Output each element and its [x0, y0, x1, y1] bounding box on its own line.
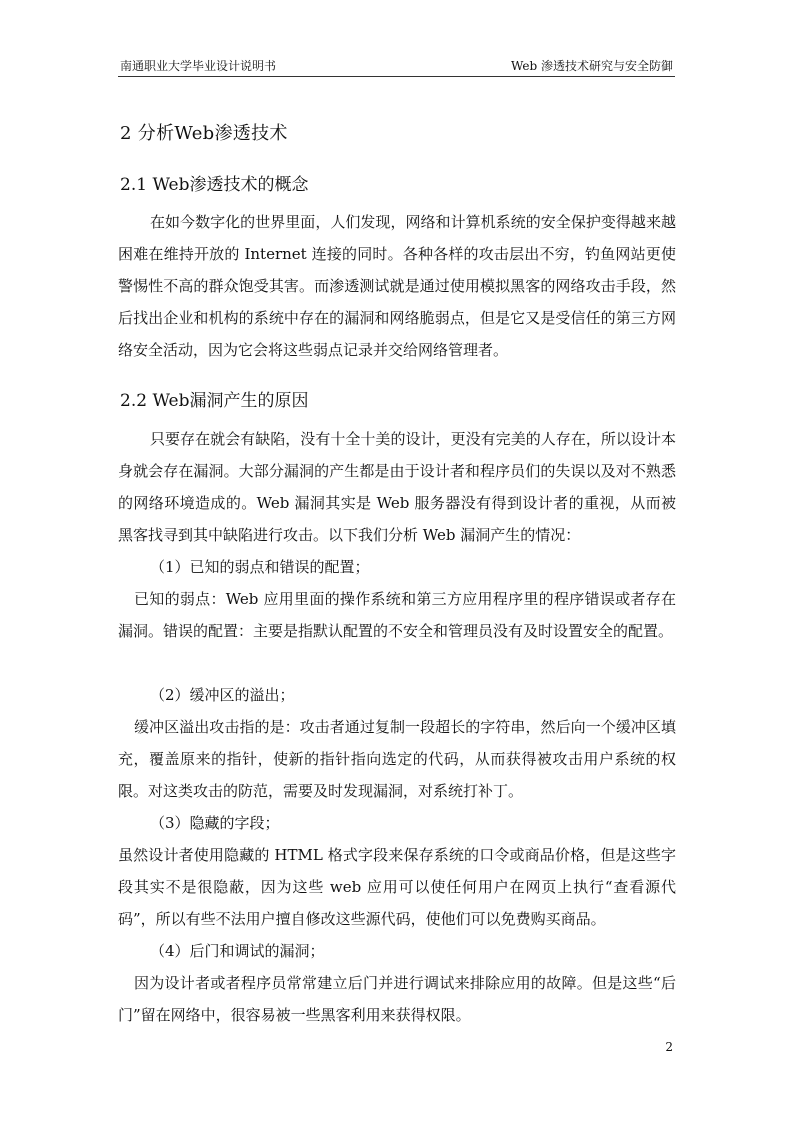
item-1-text: 已知的弱点：Web 应用里面的操作系统和第三方应用程序里的程序错误或者存在漏洞。错误的配置：主要是指默认配置的不安全和管理员没有及时设置安全的配置。: [118, 590, 676, 640]
section-2-2-intro: 只要存在就会有缺陷，没有十全十美的设计，更没有完美的人存在，所以设计本身就会存在漏洞。大部分漏洞的产生都是由于设计者和程序员们的失误以及对不熟悉的网络环境造成的。Web 漏洞其实是 Web 服务器没有得到设计者的重视，从而被黑客找寻到其中缺陷进行攻击。以下我们分析 Web 漏洞产生的情况：: [118, 430, 676, 544]
section-title-2-2: 2.2 Web漏洞产生的原因: [120, 391, 309, 411]
header-right-title: Web 渗透技术研究与安全防御: [511, 59, 673, 73]
item-3-label: （3）隐藏的字段；: [150, 814, 280, 832]
item-2-label: （2）缓冲区的溢出；: [150, 686, 295, 704]
item-4-text: 因为设计者或者程序员常常建立后门并进行调试来排除应用的故障。但是这些“后门”留在网络中，很容易被一些黑客利用来获得权限。: [118, 974, 676, 1024]
chapter-title: 2 分析Web渗透技术: [120, 123, 288, 144]
item-1-label: （1）已知的弱点和错误的配置；: [150, 558, 370, 576]
page-header: [118, 54, 675, 77]
section-2-1-paragraph: 在如今数字化的世界里面，人们发现，网络和计算机系统的安全保护变得越来越困难在维持开放的 Internet 连接的同时。各种各样的攻击层出不穷，钓鱼网站更使警惕性不高的群众饱受其害。而渗透测试就是通过使用模拟黑客的网络攻击手段，然后找出企业和机构的系统中存在的漏洞和网络脆弱点，但是它又是受信任的第三方网络安全活动，因为它会将这些弱点记录并交给网络管理者。: [118, 213, 676, 359]
item-4-label: （4）后门和调试的漏洞；: [150, 942, 325, 960]
page-number: 2: [665, 1040, 673, 1054]
header-left-title: 南通职业大学毕业设计说明书: [120, 59, 277, 73]
item-2-text: 缓冲区溢出攻击指的是：攻击者通过复制一段超长的字符串，然后向一个缓冲区填充，覆盖原来的指针，使新的指针指向选定的代码，从而获得被攻击用户系统的权限。对这类攻击的防范，需要及时发现漏洞，对系统打补丁。: [118, 718, 676, 800]
section-title-2-1: 2.1 Web渗透技术的概念: [120, 175, 309, 195]
item-3-text: 虽然设计者使用隐藏的 HTML 格式字段来保存系统的口令或商品价格，但是这些字段其实不是很隐蔽，因为这些 web 应用可以使任何用户在网页上执行“查看源代码”，所以有些不法用户擅自修改这些源代码，使他们可以免费购买商品。: [118, 846, 676, 928]
